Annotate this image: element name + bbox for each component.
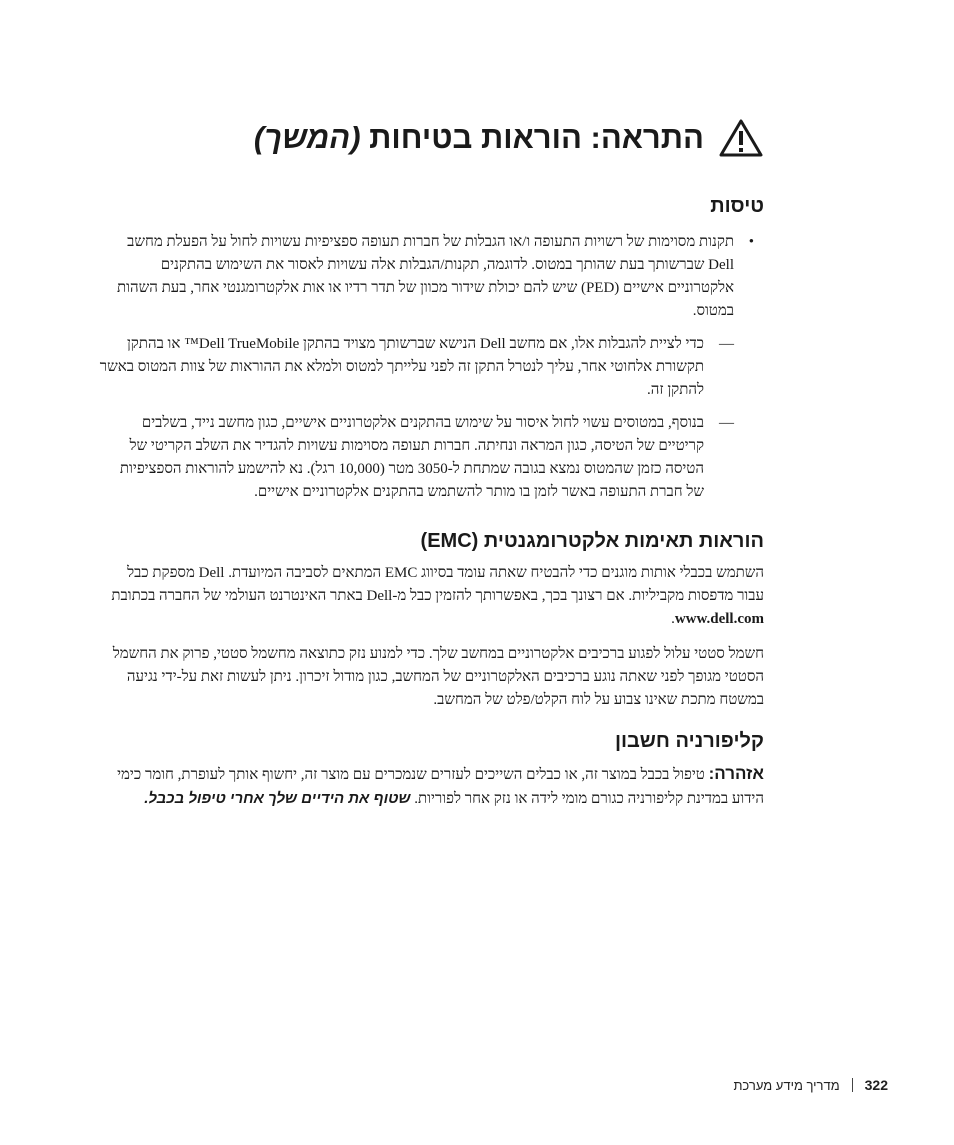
emc-paragraph-2: חשמל סטטי עלול לפגוע ברכיבים אלקטרוניים במחשב שלך. כדי למנוע נזק כתוצאה מחשמל סטטי, פרוק את החשמל הסטטי מגופך לפני שאתה נוגע ברכיבים האלקטרוניים של המחשב, כגון מודול זיכרון. ניתן לעשות זאת על-ידי נגיעה במשטח מתכת שאינו צבוע על לוח הקלט/פלט של המחשב. [112,646,764,708]
emc-paragraph-1: השתמש בכבלי אותות מוגנים כדי להבטיח שאתה עומד בסיווג EMC המתאים לסביבה המיועדת. Dell מספקת כבל עבור מדפסות מקביליות. אם רצונך בכך, באפשרותך להזמין כבל מ-Dell באתר האינטרנט העולמי של החברה בכתובת www.dell.com. [111,565,764,627]
emc-section [99,528,764,712]
footer-divider [852,1078,853,1092]
lithium-emphasis: שטוף את הידיים שלך אחרי טיפול בכבל. [144,790,411,807]
lithium-warning-text: טיפול בכבל במוצר זה, או כבלים השייכים לעזרים שנמכרים עם מוצר זה, יחשוף אותך לעופרת, חומר כימי הידוע במדינת קליפורניה כגורם מומי לידה או נזק אחר לפוריות. [117,767,764,807]
emc-heading: הוראות תאימות אלקטרומגנטית (EMC) [420,530,764,552]
page-number: 322 [864,1077,888,1093]
travel-dash-text-1: כדי לציית להגבלות אלו, אם מחשב Dell הנישא שברשותך מצויד בהתקן Dell TrueMobile™ או בהתקן תקשורת אלחוטי אחר, עליך לנטרל התקן זה לפני עלייתך למטוס ולמלא את ההוראות של צוות המטוס באשר להתקן זה. [99,336,704,398]
page-title [164,118,764,158]
travel-section [99,193,764,504]
lithium-heading: קליפורניה חשבון [614,730,764,752]
page-footer [733,1077,888,1093]
guide-title: מדריך מידע מערכת [733,1077,840,1093]
lithium-section [99,728,764,811]
dell-url-link[interactable]: www.dell.com [674,611,764,627]
warning-triangle-icon [718,118,764,158]
page-title-continued: (המשך) [253,120,361,155]
travel-bullet-text: תקנות מסוימות של רשויות התעופה ו/או הגבלות של חברות תעופה ספציפיות עשויות לחול על הפעלת מחשב Dell שברשותך בעת שהותך במטוס. לדוגמה, תקנות/הגבלות אלה עשויות לאסור את השימוש בהתקנים אלקטרוניים אישיים (PED) שיש להם יכולת שידור מכוון של תדר רדיו או אות אלקטרומגנטי אחר, בעת השהות במטוס. [117,234,734,319]
warning-label: אזהרה: [708,764,764,783]
travel-dash-item-1 [99,333,734,402]
dash-mark: — [719,336,734,352]
page-title-text: התראה: הוראות בטיחות (המשך) [253,120,704,155]
lithium-warning [99,762,764,811]
travel-bullet [99,231,764,504]
dash-mark: — [719,415,734,431]
travel-heading: טיסות [710,195,764,217]
travel-dash-item-2 [99,412,734,504]
travel-dash-text-2: בנוסף, במטוסים עשוי לחול איסור על שימוש בהתקנים אלקטרוניים אישיים, כגון מחשב נייד, בשלבים קריטיים של הטיסה, כגון המראה ונחיתה. חברות תעופה מסוימות עשויות להגדיר את השלב הקריטי של הטיסה כזמן שהמטוס נמצא בגובה שמתחת ל-3050 מטר (10,000 רגל). נא להישמע להוראות הספציפיות של חברת התעופה באשר לזמן בו מותר להשתמש בהתקנים אלקטרוניים אישיים. [119,415,704,500]
bullet-mark: • [748,234,754,250]
